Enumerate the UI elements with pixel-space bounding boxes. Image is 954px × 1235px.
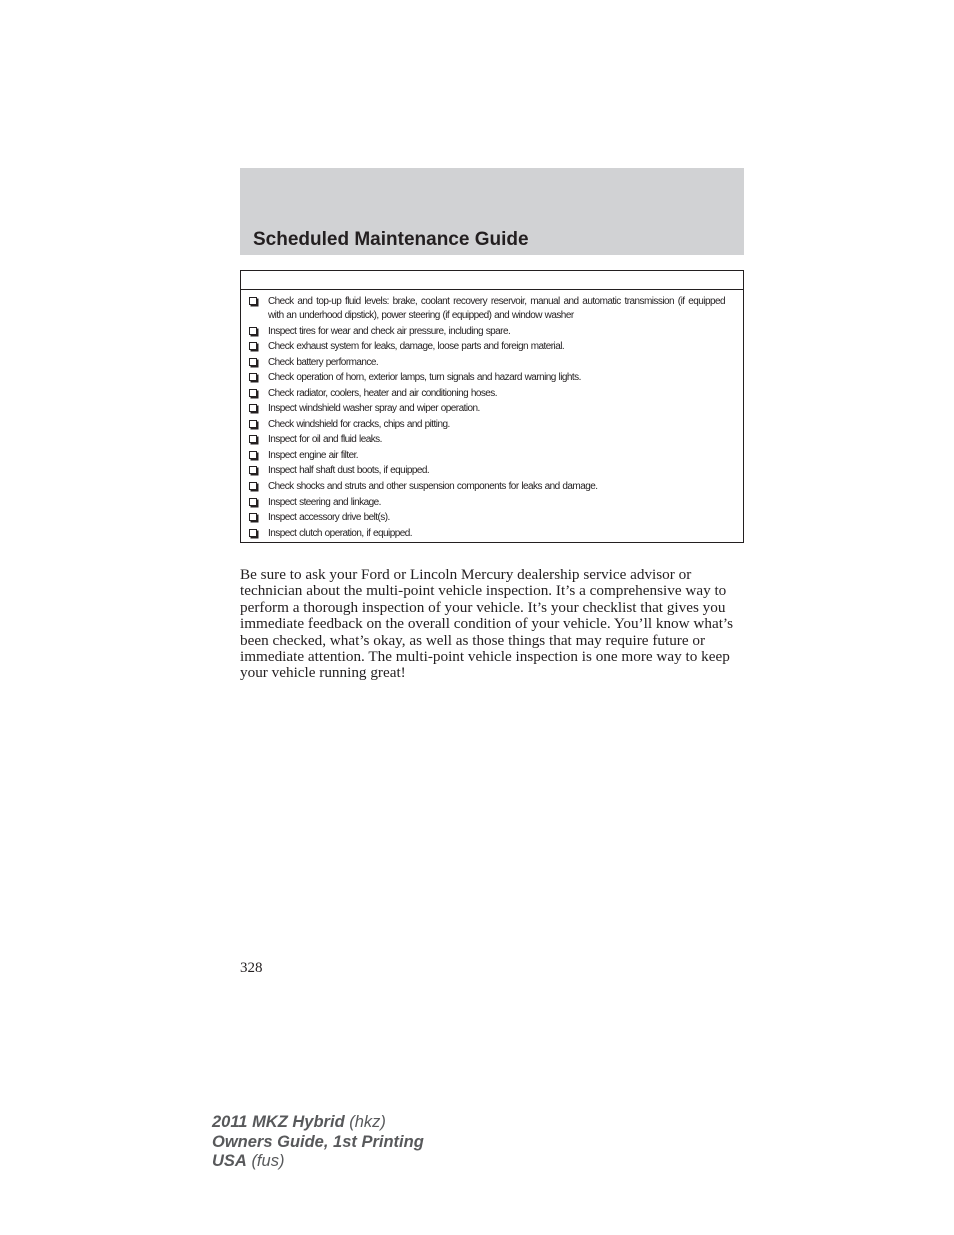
checklist-item (249, 325, 725, 339)
checklist-item-text: Inspect for oil and fluid leaks. (268, 434, 382, 446)
checklist-item-text: Check battery performance. (268, 356, 379, 368)
checklist-item-text: Inspect engine air filter. (268, 449, 359, 461)
checkbox-icon (249, 297, 257, 305)
footer-market-code: (fus) (251, 1152, 285, 1170)
footer-model-code: (hkz) (349, 1113, 386, 1131)
footer-market: USA (212, 1152, 247, 1170)
checkbox-icon (249, 404, 257, 412)
checklist-item (249, 511, 725, 525)
document-footer (212, 1113, 424, 1172)
checklist-item (249, 402, 725, 416)
checkbox-icon (249, 358, 257, 366)
footer-line-printing (212, 1133, 424, 1153)
body-paragraph: Be sure to ask your Ford or Lincoln Mercury dealership service advisor or technician about the multi-point vehicle inspection. It’s a comprehensive way to perform a thorough inspection of your vehicle. It’s your checklist that gives you immediate feedback on the overall condition of your vehicle. You’ll know what’s been checked, what’s okay, as well as those things that may require future or immediate attention. The multi-point vehicle inspection is one more way to keep your vehicle running great! (240, 566, 734, 682)
checkbox-icon (249, 529, 257, 537)
inspection-checklist-box (240, 270, 744, 543)
checklist-item (249, 449, 725, 463)
section-title: Scheduled Maintenance Guide (253, 229, 529, 250)
footer-model-name: 2011 MKZ Hybrid (212, 1113, 345, 1131)
checkbox-icon (249, 498, 257, 506)
checklist-item (249, 295, 725, 323)
checklist-header-divider (241, 289, 743, 290)
checklist-item-text: Inspect windshield washer spray and wiper operation. (268, 403, 480, 415)
checklist-item (249, 480, 725, 494)
checklist-item (249, 340, 725, 354)
inspection-checklist (249, 295, 725, 542)
footer-line-market (212, 1152, 424, 1172)
checklist-item-text: Check exhaust system for leaks, damage, loose parts and foreign material. (268, 341, 565, 353)
checklist-item-text: Inspect half shaft dust boots, if equipped. (268, 465, 430, 477)
checklist-item (249, 356, 725, 370)
checklist-item (249, 464, 725, 478)
checklist-item-text: Inspect accessory drive belt(s). (268, 512, 390, 524)
checkbox-icon (249, 389, 257, 397)
checklist-item (249, 527, 725, 541)
page-number: 328 (240, 960, 263, 976)
footer-line-model (212, 1113, 424, 1133)
checkbox-icon (249, 420, 257, 428)
checklist-item (249, 433, 725, 447)
checklist-item (249, 371, 725, 385)
checklist-item-text: Inspect tires for wear and check air pressure, including spare. (268, 325, 511, 337)
checklist-item-text: Check windshield for cracks, chips and pitting. (268, 418, 450, 430)
checkbox-icon (249, 451, 257, 459)
checklist-item-text: Inspect clutch operation, if equipped. (268, 527, 412, 539)
checklist-item-text: Check radiator, coolers, heater and air conditioning hoses. (268, 387, 497, 399)
checklist-item (249, 387, 725, 401)
checkbox-icon (249, 435, 257, 443)
checkbox-icon (249, 342, 257, 350)
checkbox-icon (249, 513, 257, 521)
checkbox-icon (249, 327, 257, 335)
checklist-item-text: Check shocks and struts and other suspension components for leaks and damage. (268, 481, 598, 493)
checklist-item (249, 496, 725, 510)
checklist-item-text: Check and top-up fluid levels: brake, coolant recovery reservoir, manual and automatic transmission (if equipped with an underhood dipstick), power steering (if equipped) and window washer (268, 296, 725, 321)
checkbox-icon (249, 373, 257, 381)
checkbox-icon (249, 482, 257, 490)
section-header-band (240, 168, 744, 255)
checkbox-icon (249, 466, 257, 474)
footer-printing: Owners Guide, 1st Printing (212, 1132, 424, 1151)
checklist-item (249, 418, 725, 432)
checklist-item-text: Check operation of horn, exterior lamps, turn signals and hazard warning lights. (268, 372, 581, 384)
checklist-item-text: Inspect steering and linkage. (268, 496, 381, 508)
